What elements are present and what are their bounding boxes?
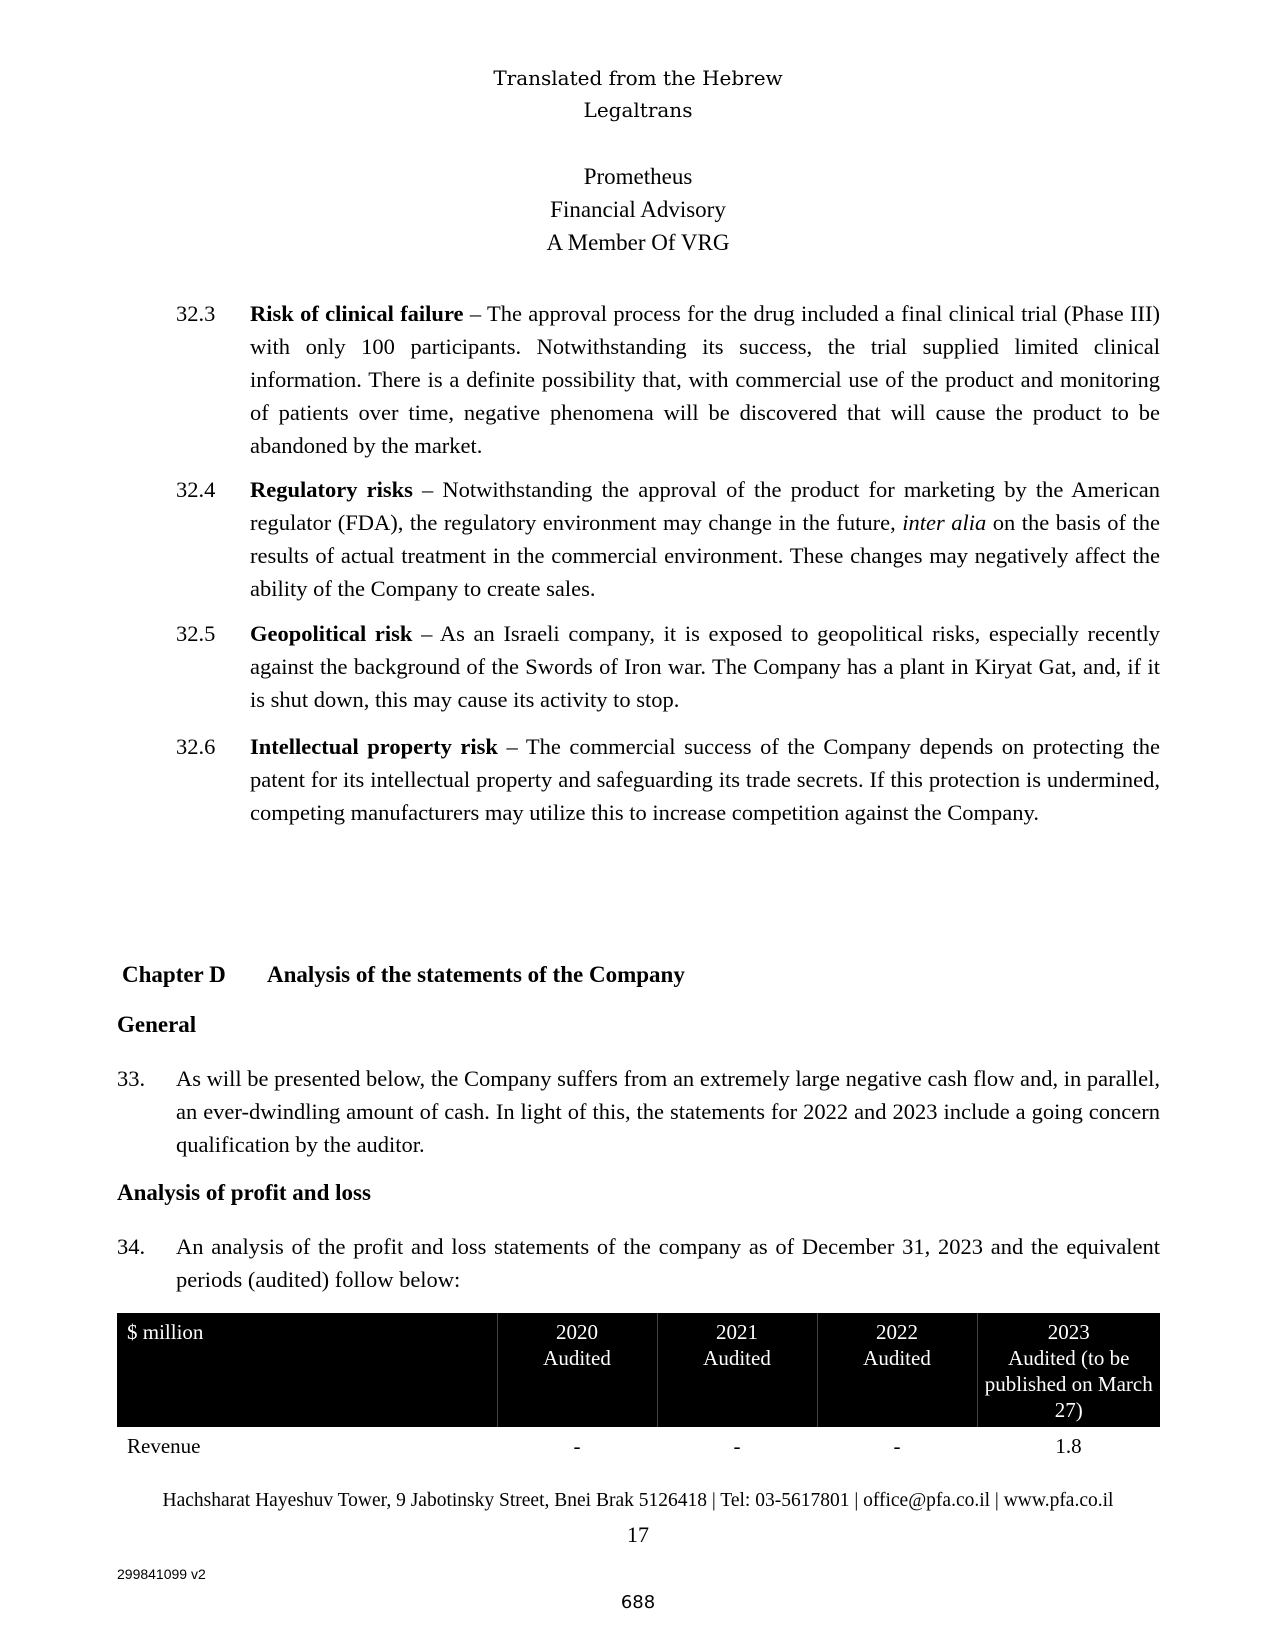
- section-heading-general: General: [117, 1012, 197, 1037]
- risk-title: Risk of clinical failure: [250, 301, 464, 326]
- risk-title: Intellectual property risk: [250, 734, 498, 759]
- firm-name: Prometheus: [583, 164, 693, 189]
- risk-item: [176, 297, 1160, 462]
- column-header-2021: 2021 Audited: [657, 1313, 817, 1427]
- paragraph-number: 34.: [117, 1234, 146, 1259]
- firm-member: A Member Of VRG: [546, 230, 730, 255]
- column-header-2022: 2022 Audited: [817, 1313, 977, 1427]
- numbered-paragraph: [117, 1062, 1160, 1161]
- risk-item: [176, 473, 1160, 605]
- risk-number: 32.4: [176, 477, 216, 502]
- firm-subtitle: Financial Advisory: [550, 197, 726, 222]
- chapter-heading: [122, 962, 685, 988]
- risk-number: 32.5: [176, 621, 216, 646]
- translation-header: [0, 62, 1276, 126]
- risk-text-italic: inter alia: [902, 510, 987, 535]
- chapter-title: Analysis of the statements of the Company: [267, 962, 685, 987]
- row-label: Revenue: [127, 1434, 201, 1458]
- risk-text: on the basis of the results of actual treatment in the commercial environment. These changes may negatively affect the ability of the Company to create sales.: [250, 510, 1160, 601]
- paragraph-number: 33.: [117, 1066, 146, 1091]
- risk-text: – As an Israeli company, it is exposed to geopolitical risks, especially recently against the background of the Swords of Iron war. The Company has a plant in Kiryat Gat, and, if it is shut down, this may cause its activity to stop.: [250, 621, 1160, 712]
- column-header-2020: 2020 Audited: [497, 1313, 657, 1427]
- unit-header: $ million: [117, 1313, 497, 1427]
- section-heading-profit-loss: Analysis of profit and loss: [117, 1180, 371, 1205]
- profit-loss-table: [117, 1313, 1160, 1465]
- risk-text: – The approval process for the drug included a final clinical trial (Phase III) with only 100 participants. Notwithstanding its success, the trial supplied limited clinical information. There is a definite possibility that, with commercial use of the product and monitoring of patients over time, negative phenomena will be discovered that will cause the product to be abandoned by the market.: [250, 301, 1160, 458]
- column-header-2023: 2023 Audited (to be published on March 27): [977, 1313, 1160, 1427]
- risk-number: 32.6: [176, 734, 216, 759]
- chapter-label: Chapter D: [122, 962, 226, 987]
- table-cell: 1.8: [1055, 1434, 1082, 1458]
- risk-number: 32.3: [176, 301, 216, 326]
- risk-item: [176, 730, 1160, 829]
- risk-title: Regulatory risks: [250, 477, 413, 502]
- document-id: 299841099 v2: [117, 1566, 206, 1582]
- table-cell: -: [573, 1434, 581, 1458]
- footer-address: Hachsharat Hayeshuv Tower, 9 Jabotinsky Street, Bnei Brak 5126418 | Tel: 03-5617801 | office@pfa.co.il | www.pfa.co.il: [162, 1490, 1114, 1511]
- table-cell: -: [733, 1434, 741, 1458]
- risk-text: – Notwithstanding the approval of the product for marketing by the American regulator (FDA), the regulatory environment may change in the future,: [250, 477, 1160, 535]
- risk-title: Geopolitical risk: [250, 621, 413, 646]
- table-cell: -: [893, 1434, 901, 1458]
- translator-name: Legaltrans: [583, 98, 693, 122]
- firm-header: [0, 160, 1276, 259]
- numbered-paragraph: [117, 1230, 1160, 1296]
- risk-item: [176, 617, 1160, 716]
- paragraph-text: An analysis of the profit and loss statements of the company as of December 31, 2023 and the equivalent periods (audited) follow below:: [176, 1234, 1160, 1292]
- translated-note: Translated from the Hebrew: [493, 66, 783, 90]
- table-row: [117, 1427, 1160, 1465]
- table-header-row: [117, 1313, 1160, 1427]
- paragraph-text: As will be presented below, the Company suffers from an extremely large negative cash flow and, in parallel, an ever-dwindling amount of cash. In light of this, the statements for 2022 and 2023 include a going concern qualification by the auditor.: [176, 1066, 1160, 1157]
- page-number: 17: [627, 1522, 649, 1547]
- risk-text: – The commercial success of the Company depends on protecting the patent for its intellectual property and safeguarding its trade secrets. If this protection is undermined, competing manufacturers may utilize this to increase competition against the Company.: [250, 734, 1161, 825]
- bates-stamp: 688: [620, 1592, 656, 1613]
